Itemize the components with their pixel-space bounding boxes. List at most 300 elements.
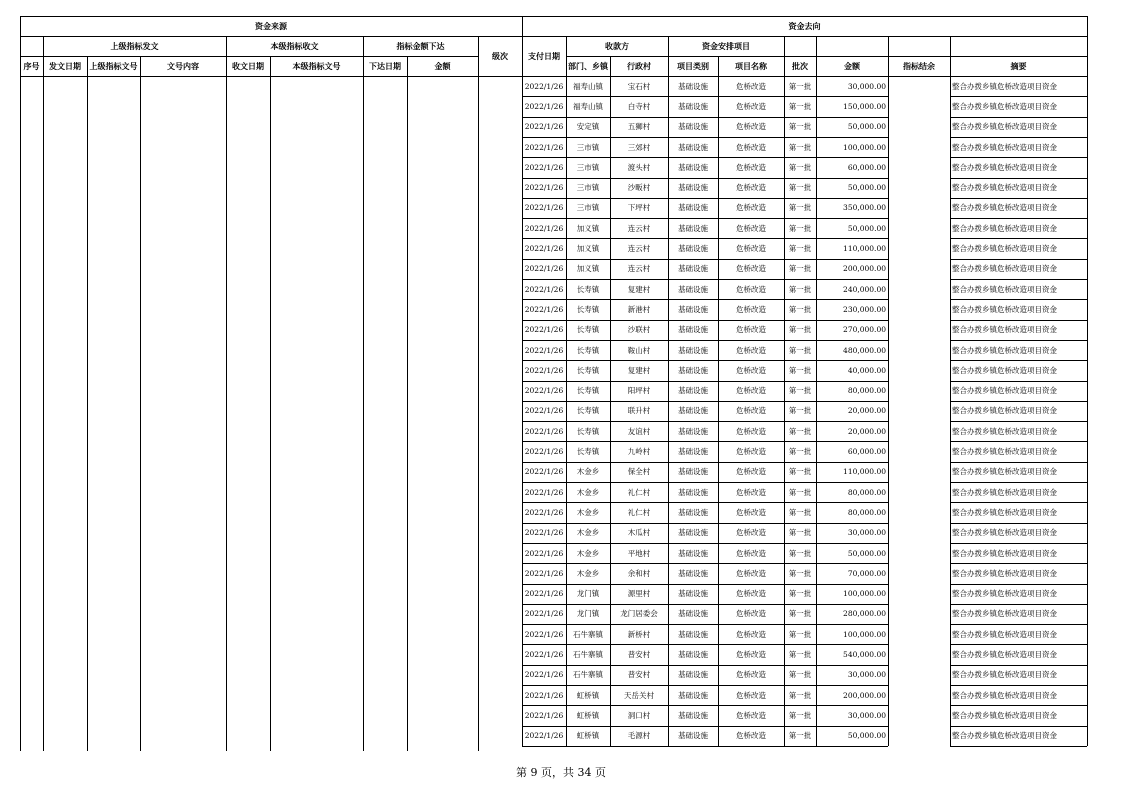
cell-date: 2022/1/26: [524, 710, 564, 720]
col-issue-date: 发文日期: [49, 61, 81, 71]
cell-summary: 整合办拨乡镇危桥改造项目资金: [952, 406, 1057, 416]
cell-amount: 80,000.00: [847, 487, 886, 497]
cell-amount: 50,000.00: [847, 548, 886, 558]
cell-village: 洞口村: [627, 710, 651, 720]
cell-name: 危桥改造: [736, 162, 766, 172]
cell-type: 基础设施: [678, 426, 708, 436]
grid-line: [522, 421, 888, 422]
grid-line: [950, 604, 1087, 605]
cell-name: 危桥改造: [736, 304, 766, 314]
cell-name: 危桥改造: [736, 142, 766, 152]
cell-amount: 200,000.00: [843, 690, 886, 700]
grid-line: [20, 16, 1087, 17]
grid-line: [522, 502, 888, 503]
cell-amount: 350,000.00: [843, 203, 886, 213]
cell-date: 2022/1/26: [524, 203, 564, 213]
cell-name: 危桥改造: [736, 589, 766, 599]
grid-line: [566, 36, 567, 746]
cell-village: 礼仁村: [627, 487, 651, 497]
grid-line: [950, 320, 1087, 321]
grid-line: [522, 563, 888, 564]
cell-name: 危桥改造: [736, 670, 766, 680]
cell-summary: 整合办拨乡镇危桥改造项目资金: [952, 568, 1057, 578]
grid-line: [522, 523, 888, 524]
grid-line: [522, 624, 888, 625]
cell-date: 2022/1/26: [524, 386, 564, 396]
col-amount-src: 金额: [434, 61, 451, 71]
grid-line: [950, 462, 1087, 463]
cell-summary: 整合办拨乡镇危桥改造项目资金: [952, 244, 1057, 254]
cell-type: 基础设施: [678, 568, 708, 578]
grid-line: [20, 76, 1087, 77]
cell-name: 危桥改造: [736, 629, 766, 639]
cell-date: 2022/1/26: [524, 284, 564, 294]
cell-village: 三郊村: [627, 142, 651, 152]
cell-type: 基础设施: [678, 101, 708, 111]
grid-line: [478, 36, 479, 751]
cell-type: 基础设施: [678, 345, 708, 355]
cell-village: 宝石村: [627, 81, 651, 91]
cell-village: 新港村: [627, 304, 651, 314]
grid-line: [950, 685, 1087, 686]
cell-date: 2022/1/26: [524, 629, 564, 639]
cell-type: 基础设施: [678, 487, 708, 497]
cell-date: 2022/1/26: [524, 101, 564, 111]
grid-line: [950, 218, 1087, 219]
grid-line: [522, 746, 888, 747]
cell-date: 2022/1/26: [524, 731, 564, 741]
cell-summary: 整合办拨乡镇危桥改造项目资金: [952, 710, 1057, 720]
grid-line: [950, 543, 1087, 544]
cell-village: 连云村: [627, 264, 651, 274]
cell-type: 基础设施: [678, 467, 708, 477]
grid-line: [522, 279, 888, 280]
cell-town: 虹桥镇: [576, 731, 600, 741]
cell-name: 危桥改造: [736, 223, 766, 233]
grid-line: [950, 482, 1087, 483]
cell-village: 余和村: [627, 568, 651, 578]
cell-town: 长寿镇: [576, 386, 600, 396]
cell-town: 石牛寨镇: [573, 629, 603, 639]
grid-line: [522, 16, 523, 746]
cell-date: 2022/1/26: [524, 650, 564, 660]
grid-line: [950, 96, 1087, 97]
cell-summary: 整合办拨乡镇危桥改造项目资金: [952, 650, 1057, 660]
grid-line: [20, 56, 478, 57]
cell-date: 2022/1/26: [524, 365, 564, 375]
grid-line: [140, 56, 141, 751]
cell-summary: 整合办拨乡镇危桥改造项目资金: [952, 467, 1057, 477]
cell-town: 长寿镇: [576, 406, 600, 416]
grid-line: [888, 36, 889, 746]
cell-amount: 270,000.00: [843, 325, 886, 335]
grid-line: [522, 441, 888, 442]
col-balance: 指标结余: [903, 61, 935, 71]
cell-type: 基础设施: [678, 670, 708, 680]
cell-type: 基础设施: [678, 690, 708, 700]
grid-line: [950, 157, 1087, 158]
cell-date: 2022/1/26: [524, 122, 564, 132]
cell-batch: 第一批: [788, 122, 812, 132]
cell-village: 连云村: [627, 244, 651, 254]
cell-name: 危桥改造: [736, 345, 766, 355]
grid-line: [522, 685, 888, 686]
cell-summary: 整合办拨乡镇危桥改造项目资金: [952, 507, 1057, 517]
cell-town: 长寿镇: [576, 304, 600, 314]
cell-type: 基础设施: [678, 264, 708, 274]
cell-name: 危桥改造: [736, 365, 766, 375]
grid-line: [522, 381, 888, 382]
grid-line: [950, 238, 1087, 239]
cell-batch: 第一批: [788, 183, 812, 193]
cell-summary: 整合办拨乡镇危桥改造项目资金: [952, 365, 1057, 375]
cell-amount: 100,000.00: [843, 142, 886, 152]
cell-batch: 第一批: [788, 264, 812, 274]
cell-village: 联升村: [627, 406, 651, 416]
grid-line: [950, 299, 1087, 300]
cell-amount: 80,000.00: [847, 386, 886, 396]
cell-amount: 30,000.00: [847, 528, 886, 538]
cell-village: 鞍山村: [627, 345, 651, 355]
cell-amount: 240,000.00: [843, 284, 886, 294]
grid-line: [522, 259, 888, 260]
cell-name: 危桥改造: [736, 426, 766, 436]
cell-town: 加义镇: [576, 223, 600, 233]
cell-town: 长寿镇: [576, 345, 600, 355]
cell-summary: 整合办拨乡镇危桥改造项目资金: [952, 223, 1057, 233]
cell-town: 木金乡: [576, 487, 600, 497]
grid-line: [950, 665, 1087, 666]
cell-batch: 第一批: [788, 426, 812, 436]
cell-type: 基础设施: [678, 142, 708, 152]
cell-name: 危桥改造: [736, 284, 766, 294]
cell-village: 源里村: [627, 589, 651, 599]
grid-line: [43, 36, 44, 751]
grid-line: [718, 56, 719, 746]
cell-summary: 整合办拨乡镇危桥改造项目资金: [952, 101, 1057, 111]
cell-date: 2022/1/26: [524, 507, 564, 517]
grid-line: [950, 360, 1087, 361]
cell-amount: 540,000.00: [843, 650, 886, 660]
cell-date: 2022/1/26: [524, 304, 564, 314]
cell-type: 基础设施: [678, 122, 708, 132]
cell-type: 基础设施: [678, 81, 708, 91]
cell-town: 长寿镇: [576, 365, 600, 375]
grid-line: [363, 36, 364, 751]
cell-amount: 50,000.00: [847, 183, 886, 193]
grid-line: [950, 523, 1087, 524]
cell-name: 危桥改造: [736, 122, 766, 132]
cell-batch: 第一批: [788, 81, 812, 91]
cell-batch: 第一批: [788, 284, 812, 294]
header-upper-group: 上级指标发文: [110, 41, 159, 51]
cell-batch: 第一批: [788, 589, 812, 599]
cell-amount: 110,000.00: [843, 244, 886, 254]
cell-batch: 第一批: [788, 609, 812, 619]
grid-line: [522, 462, 888, 463]
cell-name: 危桥改造: [736, 203, 766, 213]
cell-amount: 30,000.00: [847, 81, 886, 91]
cell-amount: 40,000.00: [847, 365, 886, 375]
cell-village: 下坪村: [627, 203, 651, 213]
cell-name: 危桥改造: [736, 386, 766, 396]
cell-batch: 第一批: [788, 244, 812, 254]
grid-line: [522, 137, 888, 138]
cell-summary: 整合办拨乡镇危桥改造项目资金: [952, 690, 1057, 700]
cell-amount: 200,000.00: [843, 264, 886, 274]
cell-town: 木金乡: [576, 568, 600, 578]
grid-line: [950, 624, 1087, 625]
cell-batch: 第一批: [788, 304, 812, 314]
cell-amount: 20,000.00: [847, 426, 886, 436]
grid-line: [522, 157, 888, 158]
cell-batch: 第一批: [788, 203, 812, 213]
col-amount: 金额: [844, 61, 860, 71]
grid-line: [668, 36, 669, 746]
grid-line: [522, 96, 888, 97]
cell-name: 危桥改造: [736, 244, 766, 254]
grid-line: [950, 178, 1087, 179]
col-doc-content: 文号内容: [167, 61, 199, 71]
cell-batch: 第一批: [788, 345, 812, 355]
col-dept: 部门、乡镇: [568, 61, 608, 71]
cell-batch: 第一批: [788, 507, 812, 517]
cell-type: 基础设施: [678, 365, 708, 375]
cell-town: 长寿镇: [576, 447, 600, 457]
cell-name: 危桥改造: [736, 609, 766, 619]
grid-line: [522, 117, 888, 118]
cell-amount: 110,000.00: [843, 467, 886, 477]
cell-date: 2022/1/26: [524, 223, 564, 233]
cell-town: 木金乡: [576, 548, 600, 558]
cell-summary: 整合办拨乡镇危桥改造项目资金: [952, 487, 1057, 497]
grid-line: [522, 644, 888, 645]
cell-town: 龙门镇: [576, 609, 600, 619]
cell-date: 2022/1/26: [524, 548, 564, 558]
cell-summary: 整合办拨乡镇危桥改造项目资金: [952, 203, 1057, 213]
grid-line: [522, 238, 888, 239]
cell-batch: 第一批: [788, 162, 812, 172]
cell-type: 基础设施: [678, 284, 708, 294]
cell-date: 2022/1/26: [524, 345, 564, 355]
cell-village: 平地村: [627, 548, 651, 558]
cell-summary: 整合办拨乡镇危桥改造项目资金: [952, 122, 1057, 132]
grid-line: [20, 16, 21, 751]
col-upper-no: 上级指标文号: [89, 61, 138, 71]
cell-batch: 第一批: [788, 325, 812, 335]
grid-line: [950, 36, 951, 746]
col-proj-type: 项目类别: [677, 61, 709, 71]
grid-line: [950, 584, 1087, 585]
grid-line: [522, 178, 888, 179]
cell-type: 基础设施: [678, 223, 708, 233]
cell-village: 天岳关村: [624, 690, 654, 700]
cell-village: 普安村: [627, 670, 651, 680]
cell-type: 基础设施: [678, 650, 708, 660]
cell-batch: 第一批: [788, 447, 812, 457]
header-source-title: 资金来源: [255, 21, 287, 31]
cell-village: 毛源村: [627, 731, 651, 741]
cell-type: 基础设施: [678, 244, 708, 254]
cell-date: 2022/1/26: [524, 81, 564, 91]
cell-summary: 整合办拨乡镇危桥改造项目资金: [952, 629, 1057, 639]
cell-batch: 第一批: [788, 650, 812, 660]
cell-batch: 第一批: [788, 365, 812, 375]
cell-town: 木金乡: [576, 528, 600, 538]
col-batch: 批次: [792, 61, 808, 71]
cell-date: 2022/1/26: [524, 568, 564, 578]
col-local-no: 本级指标文号: [292, 61, 341, 71]
cell-summary: 整合办拨乡镇危桥改造项目资金: [952, 162, 1057, 172]
cell-type: 基础设施: [678, 183, 708, 193]
cell-village: 沙联村: [627, 325, 651, 335]
cell-name: 危桥改造: [736, 568, 766, 578]
col-seq: 序号: [23, 61, 40, 71]
page-footer: 第 9 页，共 34 页: [516, 766, 606, 779]
cell-town: 长寿镇: [576, 325, 600, 335]
cell-date: 2022/1/26: [524, 264, 564, 274]
cell-amount: 100,000.00: [843, 589, 886, 599]
cell-summary: 整合办拨乡镇危桥改造项目资金: [952, 325, 1057, 335]
cell-village: 五狮村: [627, 122, 651, 132]
cell-summary: 整合办拨乡镇危桥改造项目资金: [952, 345, 1057, 355]
grid-line: [522, 604, 888, 605]
grid-line: [407, 56, 408, 751]
cell-date: 2022/1/26: [524, 528, 564, 538]
cell-type: 基础设施: [678, 304, 708, 314]
grid-line: [784, 36, 785, 746]
grid-line: [522, 320, 888, 321]
cell-date: 2022/1/26: [524, 447, 564, 457]
cell-town: 三市镇: [576, 142, 600, 152]
cell-name: 危桥改造: [736, 467, 766, 477]
cell-summary: 整合办拨乡镇危桥改造项目资金: [952, 386, 1057, 396]
grid-line: [950, 198, 1087, 199]
grid-line: [950, 502, 1087, 503]
grid-line: [950, 441, 1087, 442]
cell-type: 基础设施: [678, 406, 708, 416]
cell-name: 危桥改造: [736, 447, 766, 457]
cell-village: 复建村: [627, 284, 651, 294]
grid-line: [522, 482, 888, 483]
grid-line: [522, 299, 888, 300]
cell-name: 危桥改造: [736, 710, 766, 720]
cell-town: 虹桥镇: [576, 710, 600, 720]
grid-line: [522, 340, 888, 341]
cell-batch: 第一批: [788, 142, 812, 152]
cell-amount: 80,000.00: [847, 507, 886, 517]
grid-line: [950, 726, 1087, 727]
cell-type: 基础设施: [678, 162, 708, 172]
cell-town: 长寿镇: [576, 284, 600, 294]
cell-village: 普安村: [627, 650, 651, 660]
cell-amount: 150,000.00: [843, 101, 886, 111]
grid-line: [522, 360, 888, 361]
grid-line: [950, 644, 1087, 645]
cell-name: 危桥改造: [736, 548, 766, 558]
cell-amount: 20,000.00: [847, 406, 886, 416]
cell-batch: 第一批: [788, 731, 812, 741]
cell-amount: 280,000.00: [843, 609, 886, 619]
cell-name: 危桥改造: [736, 487, 766, 497]
grid-line: [270, 56, 271, 751]
cell-date: 2022/1/26: [524, 426, 564, 436]
cell-type: 基础设施: [678, 325, 708, 335]
cell-type: 基础设施: [678, 548, 708, 558]
cell-amount: 480,000.00: [843, 345, 886, 355]
grid-line: [950, 563, 1087, 564]
col-summary: 摘要: [1010, 61, 1027, 71]
cell-amount: 30,000.00: [847, 710, 886, 720]
cell-village: 阳坪村: [627, 386, 651, 396]
cell-name: 危桥改造: [736, 690, 766, 700]
cell-amount: 50,000.00: [847, 122, 886, 132]
cell-batch: 第一批: [788, 101, 812, 111]
header-payee-group: 收款方: [605, 41, 629, 51]
cell-town: 木金乡: [576, 507, 600, 517]
cell-amount: 70,000.00: [847, 568, 886, 578]
cell-name: 危桥改造: [736, 507, 766, 517]
cell-type: 基础设施: [678, 203, 708, 213]
cell-date: 2022/1/26: [524, 690, 564, 700]
col-village: 行政村: [627, 61, 651, 71]
cell-village: 保全村: [627, 467, 651, 477]
cell-date: 2022/1/26: [524, 487, 564, 497]
cell-village: 友谊村: [627, 426, 651, 436]
cell-village: 新桥村: [627, 629, 651, 639]
grid-line: [610, 56, 611, 746]
cell-summary: 整合办拨乡镇危桥改造项目资金: [952, 670, 1057, 680]
cell-type: 基础设施: [678, 609, 708, 619]
cell-name: 危桥改造: [736, 264, 766, 274]
cell-town: 三市镇: [576, 183, 600, 193]
cell-batch: 第一批: [788, 406, 812, 416]
cell-summary: 整合办拨乡镇危桥改造项目资金: [952, 304, 1057, 314]
cell-amount: 50,000.00: [847, 731, 886, 741]
cell-date: 2022/1/26: [524, 325, 564, 335]
cell-date: 2022/1/26: [524, 609, 564, 619]
cell-village: 沙畈村: [627, 183, 651, 193]
grid-line: [20, 36, 1087, 37]
cell-summary: 整合办拨乡镇危桥改造项目资金: [952, 589, 1057, 599]
cell-date: 2022/1/26: [524, 406, 564, 416]
cell-name: 危桥改造: [736, 731, 766, 741]
cell-name: 危桥改造: [736, 325, 766, 335]
header-issue-group: 指标金额下达: [396, 41, 445, 51]
cell-town: 福寿山镇: [573, 81, 603, 91]
cell-town: 木金乡: [576, 467, 600, 477]
cell-batch: 第一批: [788, 467, 812, 477]
cell-town: 加义镇: [576, 244, 600, 254]
cell-date: 2022/1/26: [524, 589, 564, 599]
grid-line: [950, 381, 1087, 382]
cell-town: 长寿镇: [576, 426, 600, 436]
cell-date: 2022/1/26: [524, 670, 564, 680]
grid-line: [950, 137, 1087, 138]
cell-town: 三市镇: [576, 162, 600, 172]
cell-name: 危桥改造: [736, 101, 766, 111]
cell-batch: 第一批: [788, 487, 812, 497]
header-project-group: 资金安排项目: [702, 41, 750, 51]
cell-village: 礼仁村: [627, 507, 651, 517]
cell-village: 连云村: [627, 223, 651, 233]
cell-name: 危桥改造: [736, 81, 766, 91]
cell-date: 2022/1/26: [524, 244, 564, 254]
cell-summary: 整合办拨乡镇危桥改造项目资金: [952, 609, 1057, 619]
cell-name: 危桥改造: [736, 528, 766, 538]
cell-amount: 100,000.00: [843, 629, 886, 639]
cell-town: 加义镇: [576, 264, 600, 274]
